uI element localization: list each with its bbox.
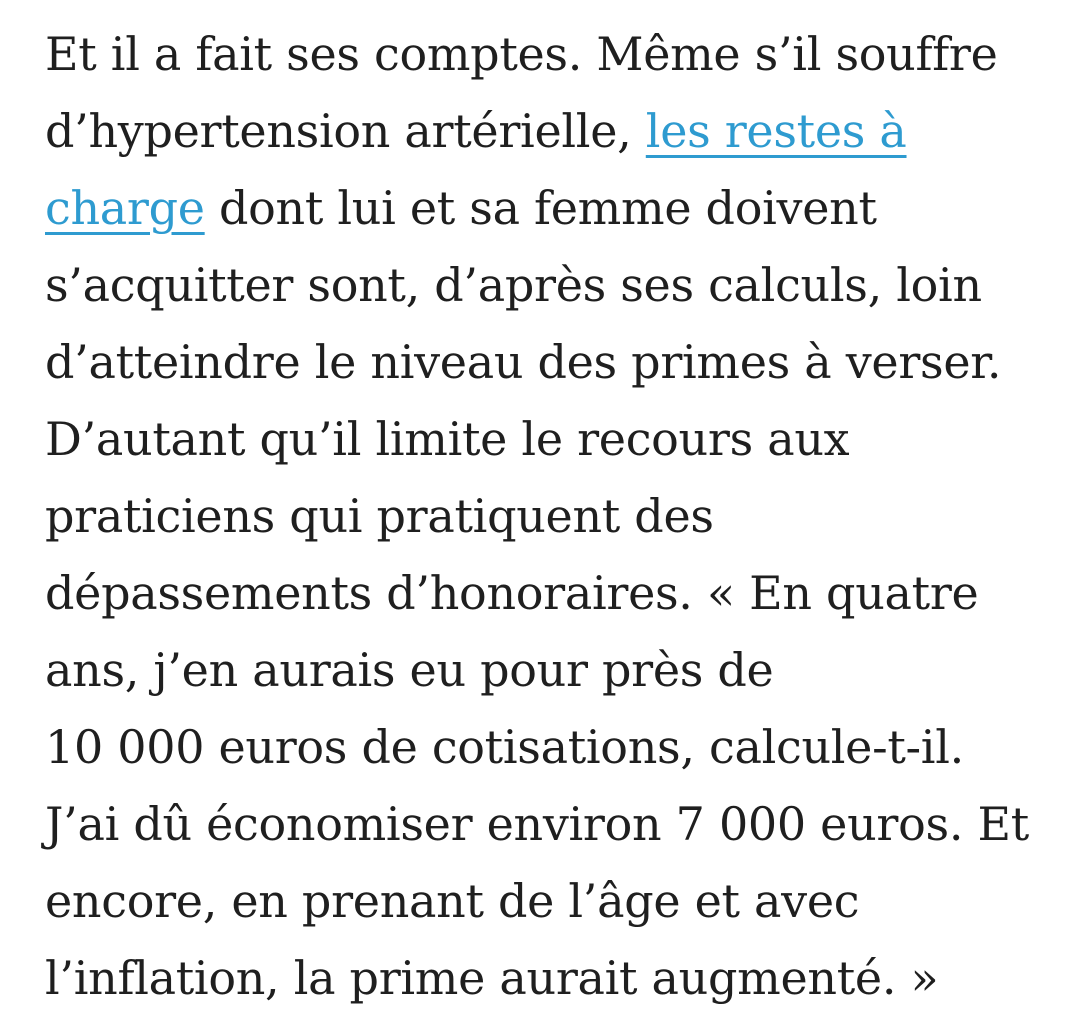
paragraph-line-3: [45, 170, 1050, 247]
paragraph-line-5: d’atteindre le niveau des primes à verser.: [45, 335, 1002, 389]
paragraph-line-7: praticiens qui pratiquent des: [45, 489, 714, 543]
paragraph-line-12: encore, en prenant de l’âge et avec: [45, 874, 860, 928]
paragraph-line-13: l’inflation, la prime aurait augmenté. »: [45, 951, 939, 1005]
paragraph-line-8: dépassements d’honoraires. « En quatre: [45, 566, 979, 620]
paragraph-text: d’hypertension artérielle,: [45, 104, 632, 158]
restes-a-charge-link-continued[interactable]: charge: [45, 181, 205, 235]
paragraph-line-1: Et il a fait ses comptes. Même s’il souffre: [45, 27, 998, 81]
paragraph-line-4: s’acquitter sont, d’après ses calculs, loin: [45, 258, 982, 312]
paragraph-line-6: D’autant qu’il limite le recours aux: [45, 412, 850, 466]
paragraph-line-10: 10 000 euros de cotisations, calcule-t-il.: [45, 720, 964, 774]
paragraph-line-11: J’ai dû économiser environ 7 000 euros. Et: [45, 797, 1029, 851]
paragraph-line-9: ans, j’en aurais eu pour près de: [45, 643, 774, 697]
paragraph-line-2: [45, 93, 1050, 170]
paragraph-text: dont lui et sa femme doivent: [219, 181, 877, 235]
restes-a-charge-link[interactable]: les restes à: [645, 104, 907, 158]
